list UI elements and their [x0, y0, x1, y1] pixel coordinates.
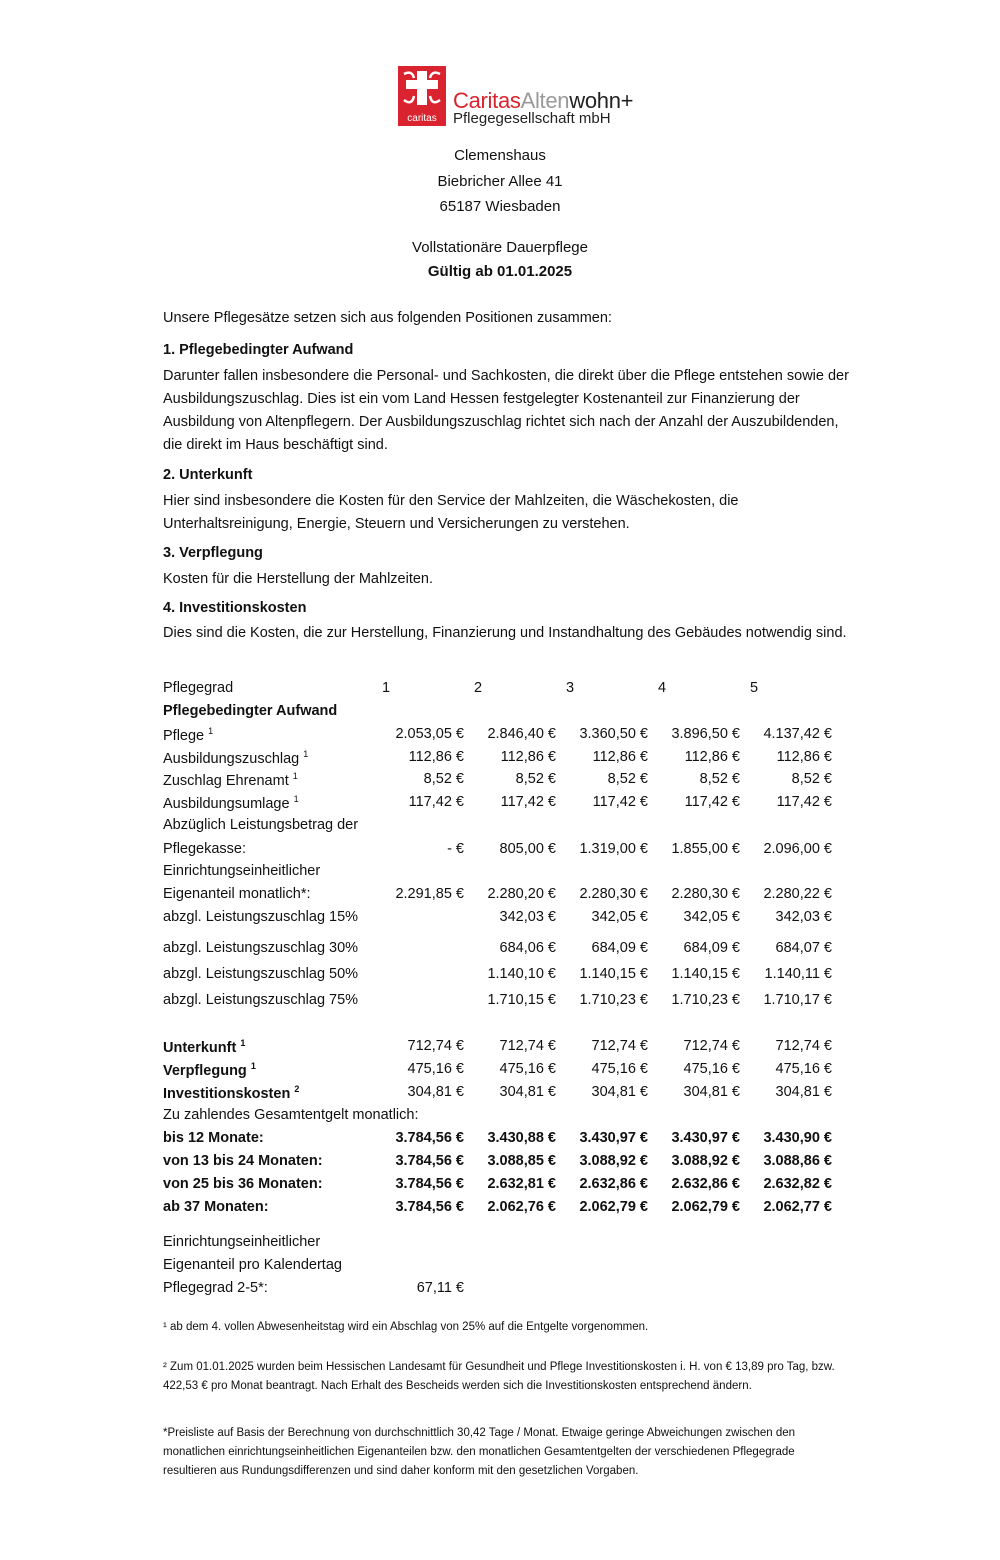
table-row-label: Pflege $^1$ [163, 726, 214, 744]
table-cell: 1.855,00 € [671, 841, 740, 857]
table-cell: 3.088,86 € [763, 1153, 832, 1169]
table-cell: 112,86 € [408, 749, 464, 765]
table-row-label: von 13 bis 24 Monaten: [163, 1153, 323, 1169]
grade-column-header: 4 [657, 680, 667, 696]
table-cell: 2.280,30 € [671, 886, 740, 902]
section-text: Hier sind insbesondere die Kosten für den Service der Mahlzeiten, die Wäschekosten, die Unterhaltsreinigung, Energie, Steuern und Versicherungen zu verstehen. [163, 493, 739, 532]
table-cell: 2.096,00 € [763, 841, 832, 857]
table-cell: 342,03 € [499, 909, 556, 925]
table-cell: 117,42 € [684, 794, 740, 810]
grade-column-header: 2 [473, 680, 483, 696]
table-cell: 2.632,82 € [763, 1176, 832, 1192]
daily-label-2: Eigenanteil pro Kalendertag [163, 1257, 342, 1273]
logo-subtitle: Pflegegesellschaft mbH [453, 110, 611, 127]
table-cell: 2.280,22 € [763, 886, 832, 902]
daily-label-3: Pflegegrad 2-5*: [163, 1280, 268, 1296]
table-cell: 112,86 € [500, 749, 556, 765]
table-row-label: abzgl. Leistungszuschlag 50% [163, 966, 359, 982]
table-row-label: Unterkunft $^1$ [163, 1038, 246, 1056]
table-cell: 475,16 € [591, 1061, 648, 1077]
table-cell: 712,74 € [683, 1038, 740, 1054]
table-cell: 2.062,79 € [579, 1199, 648, 1215]
table-cell: 3.784,56 € [395, 1176, 464, 1192]
table-cell: 1.710,15 € [487, 992, 556, 1008]
table-cell: 117,42 € [408, 794, 464, 810]
footnote-1: ¹ ab dem 4. vollen Abwesenheitstag wird ein Abschlag von 25% auf die Entgelte vorgenommen. [163, 1321, 649, 1333]
table-cell: 1.319,00 € [579, 841, 648, 857]
table-cell: 1.140,10 € [487, 966, 556, 982]
table-cell: 304,81 € [407, 1084, 464, 1100]
table-cell: 1.710,23 € [671, 992, 740, 1008]
table-cell: 342,03 € [775, 909, 832, 925]
table-row-label: Zu zahlendes Gesamtentgelt monatlich: [163, 1107, 419, 1123]
table-cell: 304,81 € [591, 1084, 648, 1100]
footnote-marker: 1 [292, 771, 298, 781]
table-cell: 475,16 € [407, 1061, 464, 1077]
daily-label-1: Einrichtungseinheitlicher [163, 1234, 321, 1250]
table-cell: 117,42 € [500, 794, 556, 810]
table-cell: 3.896,50 € [671, 726, 740, 742]
table-cell: 2.632,81 € [487, 1176, 556, 1192]
table-row-label: abzgl. Leistungszuschlag 15% [163, 909, 359, 925]
footnote-marker: 1 [303, 749, 309, 759]
table-cell: 684,06 € [499, 940, 556, 956]
table-cell: 1.140,11 € [764, 966, 832, 982]
table-cell: 2.062,79 € [671, 1199, 740, 1215]
table-cell: 2.062,76 € [487, 1199, 556, 1215]
table-row-label: Ausbildungszuschlag $^1$ [163, 749, 309, 767]
table-header-label: Pflegegrad [163, 680, 234, 696]
table-cell: 684,09 € [683, 940, 740, 956]
table-cell: 712,74 € [591, 1038, 648, 1054]
table-cell: 112,86 € [592, 749, 648, 765]
footnote-3: *Preisliste auf Basis der Berechnung von durchschnittlich 30,42 Tage / Monat. Etwaige geringe Abweichungen zwischen den monatlichen einrichtungseinheitlichen Eigenanteilen bzw. den monatlichen Gesamtentgelten der verschiedenen Pflegegrade resultieren aus Rundungsdifferenzen und sind daher konform mit den gesetzlichen Vorgaben. [163, 1427, 796, 1477]
table-group-title: Pflegebedingter Aufwand [163, 703, 338, 719]
table-cell: 1.140,15 € [671, 966, 740, 982]
table-row-label: Eigenanteil monatlich*: [163, 886, 311, 902]
caritas-logo [398, 66, 648, 128]
table-cell: 3.784,56 € [395, 1130, 464, 1146]
table-cell: 1.710,23 € [579, 992, 648, 1008]
table-cell: 2.062,77 € [763, 1199, 832, 1215]
footnote-marker: 1 [250, 1061, 256, 1071]
table-cell: 4.137,42 € [763, 726, 832, 742]
footnote-marker: 1 [208, 726, 214, 736]
table-cell: 475,16 € [683, 1061, 740, 1077]
table-cell: - € [447, 841, 464, 857]
table-cell: 3.430,97 € [579, 1130, 648, 1146]
intro-text: Unsere Pflegesätze setzen sich aus folgenden Positionen zusammen: [163, 310, 612, 326]
grade-column-header: 1 [381, 680, 391, 696]
grade-column-header: 3 [565, 680, 575, 696]
footnote-marker: 2 [294, 1084, 300, 1094]
table-cell: 304,81 € [775, 1084, 832, 1100]
facility-city: 65187 Wiesbaden [439, 198, 561, 215]
table-row-label: ab 37 Monaten: [163, 1199, 269, 1215]
table-cell: 112,86 € [684, 749, 740, 765]
table-cell: 2.632,86 € [671, 1176, 740, 1192]
document-title: Vollstationäre Dauerpflege [412, 239, 588, 256]
section-title: 2. Unterkunft [163, 467, 253, 483]
table-cell: 3.088,92 € [579, 1153, 648, 1169]
table-row-label: abzgl. Leistungszuschlag 75% [163, 992, 359, 1008]
table-cell: 712,74 € [407, 1038, 464, 1054]
table-cell: 3.088,85 € [487, 1153, 556, 1169]
table-cell: 2.280,20 € [487, 886, 556, 902]
table-cell: 117,42 € [776, 794, 832, 810]
footnote-marker: 1 [240, 1038, 246, 1048]
table-cell: 2.291,85 € [395, 886, 464, 902]
footnote-2: ² Zum 01.01.2025 wurden beim Hessischen Landesamt für Gesundheit und Pflege Investitionskosten i. H. von € 13,89 pro Tag, bzw. 422,53 € pro Monat beantragt. Nach Erhalt des Bescheids werden sich die Investitionskosten entsprechend ändern. [163, 1361, 835, 1392]
table-cell: 8,52 € [699, 771, 740, 787]
footnote-marker: 1 [293, 794, 299, 804]
table-row-label: Einrichtungseinheitlicher [163, 863, 321, 879]
section-title: 1. Pflegebedingter Aufwand [163, 342, 354, 358]
table-cell: 304,81 € [499, 1084, 556, 1100]
table-cell: 8,52 € [791, 771, 832, 787]
table-cell: 805,00 € [499, 841, 556, 857]
logo-wordmark: CaritasAltenwohn+ [453, 88, 634, 113]
table-cell: 8,52 € [423, 771, 464, 787]
validity-date: Gültig ab 01.01.2025 [427, 263, 573, 280]
table-cell: 304,81 € [683, 1084, 740, 1100]
facility-name: Clemenshaus [454, 147, 546, 164]
table-cell: 2.053,05 € [395, 726, 464, 742]
table-row-label: abzgl. Leistungszuschlag 30% [163, 940, 359, 956]
section-text: Kosten für die Herstellung der Mahlzeiten. [163, 571, 434, 587]
table-cell: 475,16 € [775, 1061, 832, 1077]
section-text: Darunter fallen insbesondere die Personal- und Sachkosten, die direkt über die Pflege entstehen sowie der Ausbildungszuschlag. Dies ist ein vom Land Hessen festgelegter Kostenanteil zur Finanzierung der Ausbildung von Altenpflegern. Der Ausbildungszuschlag richtet sich nach der Anzahl der Auszubildenden, die direkt im Haus beschäftigt sind. [163, 368, 849, 453]
table-cell: 112,86 € [776, 749, 832, 765]
table-row-label: bis 12 Monate: [163, 1130, 264, 1146]
table-cell: 2.632,86 € [579, 1176, 648, 1192]
table-cell: 3.430,90 € [763, 1130, 832, 1146]
table-row-label: Investitionskosten $^2$ [163, 1084, 300, 1102]
table-row-label: Ausbildungsumlage $^1$ [163, 794, 299, 812]
daily-value: 67,11 € [416, 1280, 464, 1296]
table-row-label: Abzüglich Leistungsbetrag der [163, 817, 359, 833]
table-cell: 2.280,30 € [579, 886, 648, 902]
table-cell: 3.360,50 € [579, 726, 648, 742]
table-row-label: Verpflegung $^1$ [163, 1061, 256, 1079]
table-cell: 342,05 € [683, 909, 740, 925]
table-cell: 3.430,88 € [487, 1130, 556, 1146]
caritas-cross-icon [398, 66, 446, 126]
table-cell: 684,09 € [591, 940, 648, 956]
table-row-label: von 25 bis 36 Monaten: [163, 1176, 323, 1192]
table-cell: 342,05 € [591, 909, 648, 925]
table-cell: 3.784,56 € [395, 1153, 464, 1169]
table-cell: 8,52 € [607, 771, 648, 787]
facility-street: Biebricher Allee 41 [437, 173, 563, 190]
table-cell: 3.430,97 € [671, 1130, 740, 1146]
table-cell: 117,42 € [592, 794, 648, 810]
table-cell: 475,16 € [499, 1061, 556, 1077]
table-cell: 684,07 € [775, 940, 832, 956]
logo-badge-text: caritas [407, 113, 437, 124]
section-title: 3. Verpflegung [163, 545, 263, 561]
grade-column-header: 5 [749, 680, 759, 696]
section-title: 4. Investitionskosten [163, 600, 307, 616]
table-cell: 1.710,17 € [763, 992, 832, 1008]
table-cell: 712,74 € [499, 1038, 556, 1054]
table-cell: 8,52 € [515, 771, 556, 787]
table-row-label: Zuschlag Ehrenamt $^1$ [163, 771, 298, 789]
table-cell: 3.088,92 € [671, 1153, 740, 1169]
table-cell: 2.846,40 € [487, 726, 556, 742]
table-cell: 1.140,15 € [579, 966, 648, 982]
table-row-label: Pflegekasse: [163, 841, 247, 857]
table-cell: 3.784,56 € [395, 1199, 464, 1215]
section-text: Dies sind die Kosten, die zur Herstellung, Finanzierung und Instandhaltung des Gebäudes notwendig sind. [163, 625, 847, 641]
table-cell: 712,74 € [775, 1038, 832, 1054]
